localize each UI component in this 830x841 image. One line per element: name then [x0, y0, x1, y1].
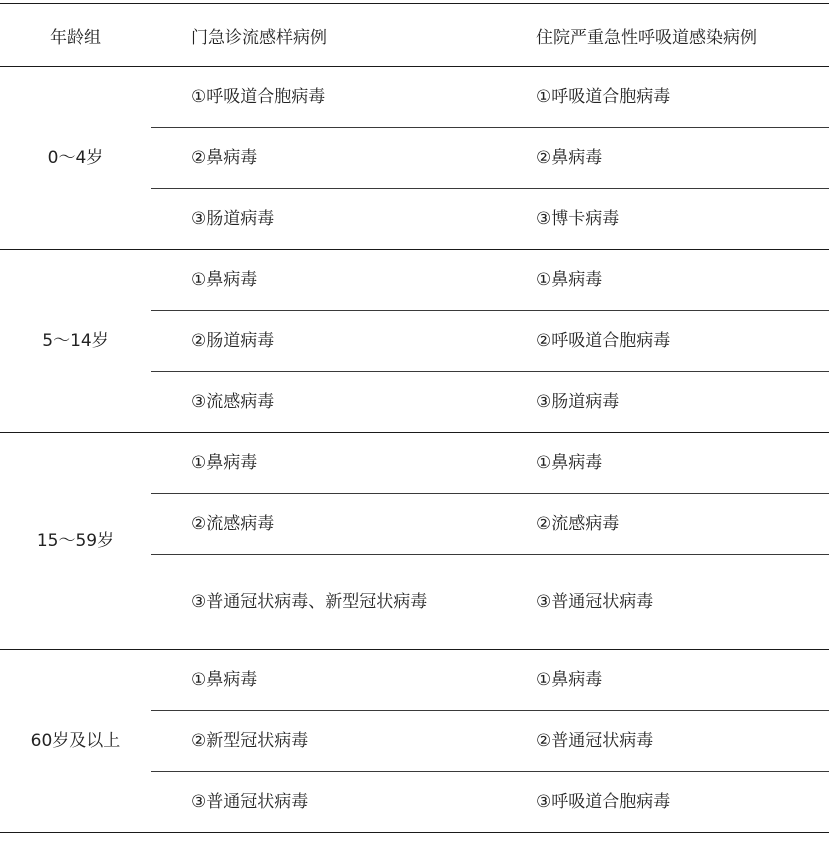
inpatient-cell: ③博卡病毒 — [496, 189, 829, 250]
outpatient-cell: ①鼻病毒 — [151, 433, 496, 494]
outpatient-cell: ③普通冠状病毒 — [151, 772, 496, 833]
header-inpatient: 住院严重急性呼吸道感染病例 — [496, 4, 829, 67]
pathogen-ranking-table — [0, 3, 829, 833]
inpatient-cell: ②流感病毒 — [496, 494, 829, 555]
inpatient-cell: ①鼻病毒 — [496, 650, 829, 711]
inpatient-cell: ②呼吸道合胞病毒 — [496, 311, 829, 372]
outpatient-cell: ②肠道病毒 — [151, 311, 496, 372]
age-group-cell: 15～59岁 — [0, 433, 151, 650]
outpatient-cell: ①鼻病毒 — [151, 650, 496, 711]
inpatient-cell: ①鼻病毒 — [496, 433, 829, 494]
inpatient-cell: ③肠道病毒 — [496, 372, 829, 433]
header-outpatient: 门急诊流感样病例 — [151, 4, 496, 67]
age-group-cell: 5～14岁 — [0, 250, 151, 433]
outpatient-cell: ①鼻病毒 — [151, 250, 496, 311]
outpatient-cell: ②新型冠状病毒 — [151, 711, 496, 772]
table-row — [0, 250, 829, 311]
inpatient-cell: ①鼻病毒 — [496, 250, 829, 311]
age-group-cell: 60岁及以上 — [0, 650, 151, 833]
outpatient-cell: ②鼻病毒 — [151, 128, 496, 189]
inpatient-cell: ③呼吸道合胞病毒 — [496, 772, 829, 833]
outpatient-cell: ③肠道病毒 — [151, 189, 496, 250]
inpatient-cell: ③普通冠状病毒 — [496, 555, 829, 650]
table-row — [0, 433, 829, 494]
outpatient-cell: ①呼吸道合胞病毒 — [151, 67, 496, 128]
table-header — [0, 4, 829, 67]
inpatient-cell: ①呼吸道合胞病毒 — [496, 67, 829, 128]
inpatient-cell: ②鼻病毒 — [496, 128, 829, 189]
inpatient-cell: ②普通冠状病毒 — [496, 711, 829, 772]
table-row — [0, 67, 829, 128]
header-row — [0, 4, 829, 67]
table-row — [0, 650, 829, 711]
age-group-cell: 0～4岁 — [0, 67, 151, 250]
header-age-group: 年龄组 — [0, 4, 151, 67]
outpatient-cell: ③普通冠状病毒、新型冠状病毒 — [151, 555, 496, 650]
table-body — [0, 67, 829, 833]
outpatient-cell: ③流感病毒 — [151, 372, 496, 433]
outpatient-cell: ②流感病毒 — [151, 494, 496, 555]
